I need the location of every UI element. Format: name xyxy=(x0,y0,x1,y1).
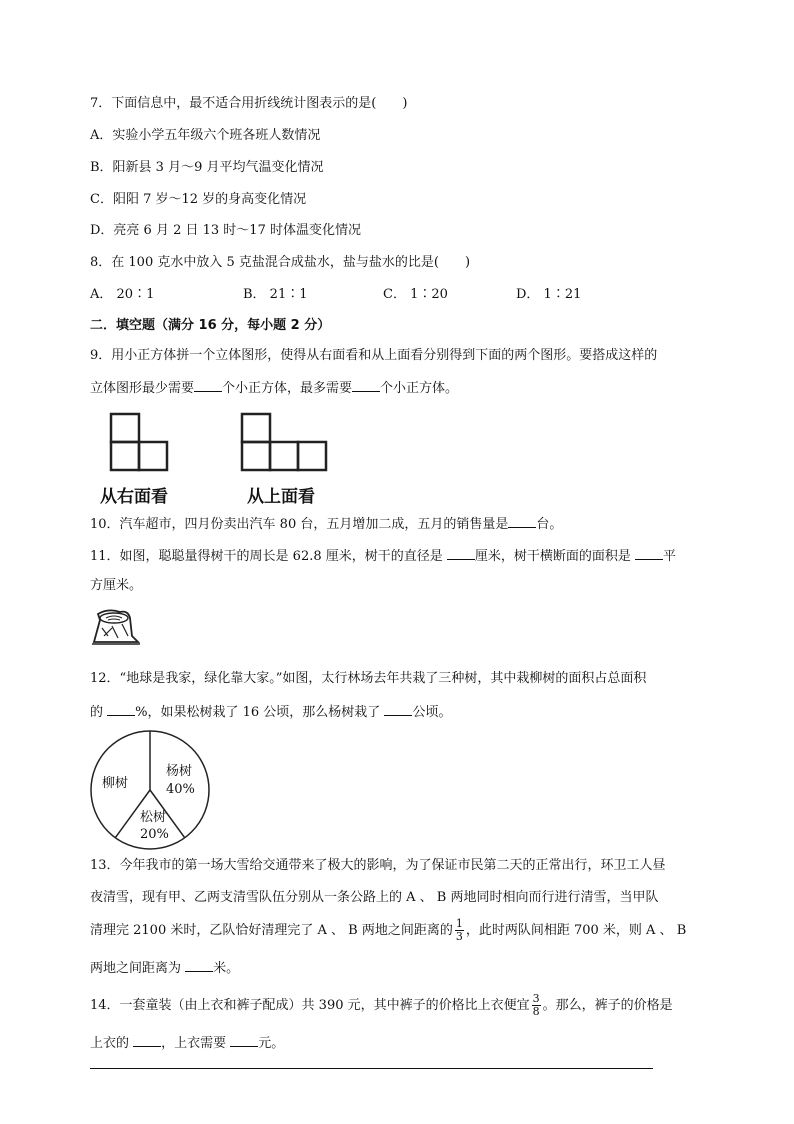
q14-blank-price[interactable] xyxy=(230,1033,258,1047)
top-view-figure xyxy=(242,414,326,470)
q7-option-b: B．阳新县 3 月～9 月平均气温变化情况 xyxy=(90,160,324,175)
pie-value-poplar: 40% xyxy=(166,782,195,797)
tree-pie-chart xyxy=(88,728,212,852)
label-top-view: 从上面看 xyxy=(247,487,315,507)
q13-line2: 夜清雪，现有甲、乙两支清雪队伍分别从一条公路上的 A 、 B 两地同时相向而行进行清雪，当甲队 xyxy=(90,890,659,905)
q12-text-b: %，如果松树栽了 16 公顷，那么杨树栽了 xyxy=(135,705,385,720)
q9-text-b: 个小正方体，最多需要 xyxy=(222,381,353,396)
q13-text-a: 清理完 2100 米时，乙队恰好清理完了 A 、 B 两地之间距离的 xyxy=(90,923,453,938)
q11-line1 xyxy=(90,546,676,566)
section-title: 二．填空题（满分 16 分，每小题 2 分） xyxy=(90,318,331,333)
pie-label-pine: 松树 xyxy=(140,810,167,825)
q8-option-d: D． 1∶21 xyxy=(516,287,582,302)
q8-option-a: A． 20∶1 xyxy=(90,287,155,302)
q11-text-c: 平 xyxy=(663,549,677,564)
q12-line2 xyxy=(90,702,451,722)
q13-blank-distance[interactable] xyxy=(185,958,213,972)
q13-fraction: $\frac{1}{3}$ xyxy=(455,917,463,943)
q9-line2 xyxy=(90,378,458,398)
q12-blank-percent[interactable] xyxy=(107,702,135,716)
q7-option-c: C．阳阳 7 岁～12 岁的身高变化情况 xyxy=(90,192,307,207)
q14-text-c: 上衣的 xyxy=(90,1036,134,1051)
q10-blank[interactable] xyxy=(508,514,536,528)
right-view-figure xyxy=(111,414,167,470)
q11-text-b: 厘米，树干横断面的面积是 xyxy=(474,549,636,564)
q14-text-d: ，上衣需要 xyxy=(161,1036,231,1051)
q10-text-b: 台。 xyxy=(536,517,563,532)
q14-text-e: 元。 xyxy=(258,1036,285,1051)
q13-line1: 13．今年我市的第一场大雪给交通带来了极大的影响，为了保证市民第二天的正常出行，环卫工人昼 xyxy=(90,858,666,873)
pie-value-pine: 20% xyxy=(140,827,169,842)
q13-text-c: 两地之间距离为 xyxy=(90,961,186,976)
tree-stump-icon xyxy=(90,606,142,646)
q14-text-a: 14．一套童装（由上衣和裤子配成）共 390 元，其中裤子的价格比上衣便宜 xyxy=(90,998,530,1013)
q10-text-a: 10．汽车超市，四月份卖出汽车 80 台，五月增加二成，五月的销售量是 xyxy=(90,517,509,532)
q9-blank-max[interactable] xyxy=(352,378,380,392)
q8-option-b: B． 21∶1 xyxy=(243,287,308,302)
q13-text-d: 米。 xyxy=(213,961,240,976)
q12-blank-poplar[interactable] xyxy=(384,702,412,716)
bottom-rule xyxy=(90,1068,653,1069)
q10-line xyxy=(90,514,562,534)
q7-stem: 7．下面信息中，最不适合用折线统计图表示的是( ) xyxy=(90,96,408,111)
q8-option-c: C． 1∶20 xyxy=(383,287,448,302)
q12-text-c: 公顷。 xyxy=(412,705,452,720)
q12-text-a: 的 xyxy=(90,705,108,720)
q11-line2: 方厘米。 xyxy=(90,578,143,593)
q9-line1: 9．用小正方体拼一个立体图形，使得从右面看和从上面看分别得到下面的两个图形。要搭成这样的 xyxy=(90,348,658,363)
q11-blank-area[interactable] xyxy=(635,546,663,560)
q11-blank-diameter[interactable] xyxy=(447,546,475,560)
q13-line3 xyxy=(90,918,686,943)
q14-line1 xyxy=(90,993,673,1018)
q13-line4 xyxy=(90,958,239,978)
q11-text-a: 11．如图，聪聪量得树干的周长是 62.8 厘米，树干的直径是 xyxy=(90,549,447,564)
pie-label-poplar: 杨树 xyxy=(166,764,193,779)
q14-text-b: 。那么，裤子的价格是 xyxy=(542,998,673,1013)
q14-blank-ratio[interactable] xyxy=(133,1033,161,1047)
q13-text-b: ，此时两队间相距 700 米，则 A 、 B xyxy=(465,923,687,938)
q9-view-figures xyxy=(100,408,340,472)
q14-line2 xyxy=(90,1033,284,1053)
q14-fraction: $\frac{3}{8}$ xyxy=(532,992,540,1018)
q12-line1: 12．“地球是我家，绿化靠大家。”如图，太行林场去年共栽了三种树，其中栽柳树的面积占总面积 xyxy=(90,671,647,686)
q8-stem: 8．在 100 克水中放入 5 克盐混合成盐水，盐与盐水的比是( ) xyxy=(90,255,471,270)
q9-text-c: 个小正方体。 xyxy=(380,381,459,396)
q9-blank-min[interactable] xyxy=(194,378,222,392)
q7-option-d: D．亮亮 6 月 2 日 13 时～17 时体温变化情况 xyxy=(90,223,361,238)
q7-option-a: A．实验小学五年级六个班各班人数情况 xyxy=(90,128,321,143)
pie-label-willow: 柳树 xyxy=(102,776,129,791)
q9-text-a: 立体图形最少需要 xyxy=(90,381,195,396)
label-right-view: 从右面看 xyxy=(100,487,168,507)
